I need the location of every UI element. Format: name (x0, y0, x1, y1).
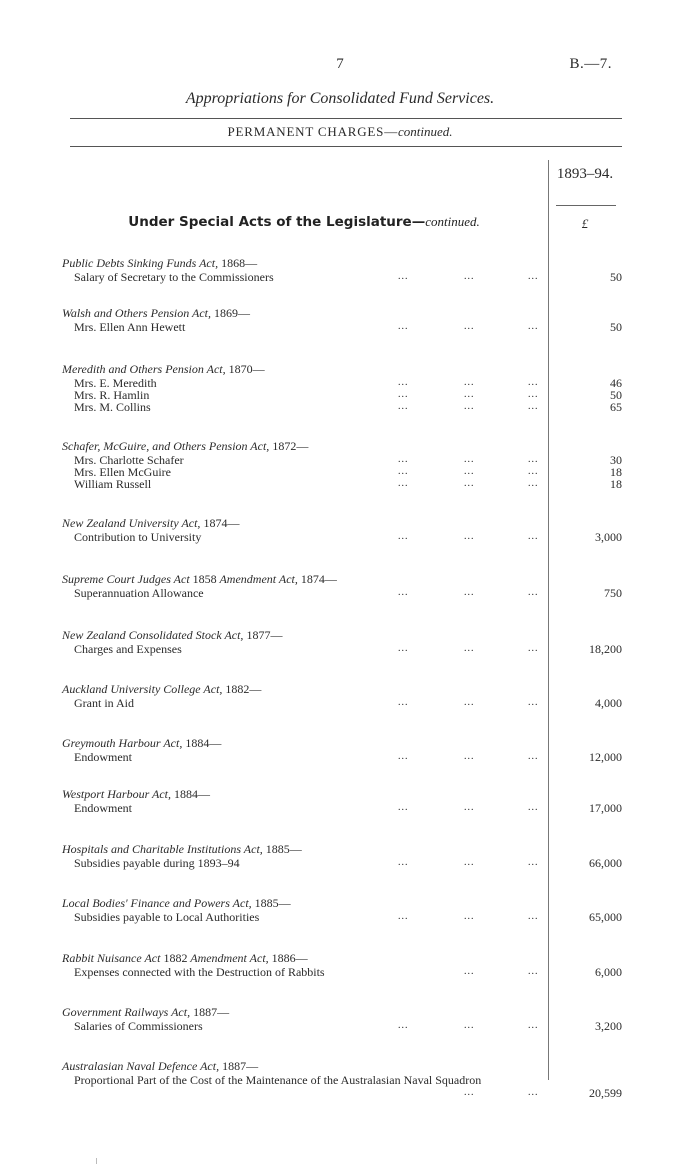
item-label: Salaries of Commissioners (74, 1019, 203, 1033)
leader-dots: ... (398, 697, 409, 708)
leader-dots: ... (464, 587, 475, 598)
act-title: Westport Harbour Act, 1884— (62, 787, 211, 801)
leader-dots: ... (528, 377, 539, 388)
act-title: New Zealand University Act, 1874— (62, 516, 240, 530)
act-entry (62, 440, 622, 490)
act-entry (62, 1060, 622, 1100)
title-rule (70, 118, 622, 119)
item-label: Grant in Aid (74, 696, 134, 710)
act-entry (62, 307, 622, 333)
item-amount: 20,599 (589, 1086, 622, 1100)
act-entry (62, 629, 622, 655)
section-heading-continued: continued. (425, 214, 480, 229)
year-underline (556, 205, 616, 206)
item-label: Subsidies payable to Local Authorities (74, 910, 260, 924)
leader-dots: ... (528, 478, 539, 489)
leader-dots: ... (398, 401, 409, 412)
act-title: Hospitals and Charitable Institutions Act, 1885— (62, 842, 302, 856)
act-title: Schafer, McGuire, and Others Pension Act, 1872— (62, 439, 309, 453)
line-item (62, 478, 622, 490)
line-item (62, 587, 622, 599)
leader-dots: ... (464, 377, 475, 388)
leader-dots: ... (528, 587, 539, 598)
item-amount: 4,000 (595, 696, 622, 710)
line-item (62, 401, 622, 413)
leader-dots: ... (528, 1087, 539, 1098)
item-amount: 750 (604, 586, 622, 600)
act-entry (62, 257, 622, 283)
leader-dots: ... (398, 857, 409, 868)
item-amount: 3,200 (595, 1019, 622, 1033)
item-amount: 50 (610, 388, 622, 402)
leader-dots: ... (398, 271, 409, 282)
leader-dots: ... (528, 643, 539, 654)
leader-dots: ... (398, 466, 409, 477)
leader-dots: ... (464, 751, 475, 762)
item-amount: 30 (610, 453, 622, 467)
line-item (62, 321, 622, 333)
leader-dots: ... (528, 911, 539, 922)
item-amount: 65,000 (589, 910, 622, 924)
line-item (62, 697, 622, 709)
leader-dots: ... (528, 697, 539, 708)
page-number: 7 (336, 56, 344, 72)
item-label: Mrs. Ellen Ann Hewett (74, 320, 186, 334)
act-entry (62, 1006, 622, 1032)
line-item (62, 911, 622, 923)
currency-symbol: £ (581, 216, 589, 231)
leader-dots: ... (464, 697, 475, 708)
leader-dots: ... (528, 966, 539, 977)
subtitle-main: PERMANENT CHARGES— (227, 124, 399, 139)
item-label: Proportional Part of the Cost of the Maintenance of the Australasian Naval Squadron (74, 1073, 482, 1087)
act-title: Meredith and Others Pension Act, 1870— (62, 362, 265, 376)
act-entry (62, 843, 622, 869)
subtitle-rule (70, 146, 622, 147)
item-label: Subsidies payable during 1893–94 (74, 856, 240, 870)
act-title: Auckland University College Act, 1882— (62, 682, 262, 696)
leader-dots: ... (528, 466, 539, 477)
act-entry (62, 363, 622, 413)
leader-dots: ... (398, 643, 409, 654)
page-reference: B.—7. (569, 56, 612, 72)
item-label: Expenses connected with the Destruction of Rabbits (74, 965, 325, 979)
item-amount: 17,000 (589, 801, 622, 815)
leader-dots: ... (464, 321, 475, 332)
act-title: New Zealand Consolidated Stock Act, 1877— (62, 628, 283, 642)
leader-dots: ... (398, 454, 409, 465)
act-title: Australasian Naval Defence Act, 1887— (62, 1059, 259, 1073)
item-label: Mrs. Ellen McGuire (74, 465, 171, 479)
leader-dots: ... (464, 1087, 475, 1098)
item-label: Mrs. Charlotte Schafer (74, 453, 184, 467)
leader-dots: ... (464, 401, 475, 412)
leader-dots: ... (528, 1020, 539, 1031)
line-item (62, 1074, 622, 1100)
act-title: Rabbit Nuisance Act 1882 Amendment Act, 1886— (62, 951, 308, 965)
item-label: Mrs. E. Meredith (74, 376, 157, 390)
leader-dots: ... (398, 531, 409, 542)
leader-dots: ... (398, 389, 409, 400)
act-entry (62, 952, 622, 978)
leader-dots: ... (528, 271, 539, 282)
item-amount: 3,000 (595, 530, 622, 544)
leader-dots: ... (464, 531, 475, 542)
item-amount: 46 (610, 376, 622, 390)
leader-dots: ... (528, 751, 539, 762)
leader-dots: ... (528, 389, 539, 400)
leader-dots: ... (398, 478, 409, 489)
act-entry (62, 517, 622, 543)
leader-dots: ... (528, 321, 539, 332)
leader-dots: ... (464, 454, 475, 465)
act-entry (62, 897, 622, 923)
act-title: Walsh and Others Pension Act, 1869— (62, 306, 250, 320)
act-entry (62, 683, 622, 709)
section-heading (60, 214, 548, 230)
item-label: Contribution to University (74, 530, 202, 544)
leader-dots: ... (464, 466, 475, 477)
line-item (62, 271, 622, 283)
page-mark (96, 1158, 98, 1164)
leader-dots: ... (464, 643, 475, 654)
line-item (62, 643, 622, 655)
leader-dots: ... (464, 389, 475, 400)
leader-dots: ... (398, 321, 409, 332)
item-label: William Russell (74, 477, 152, 491)
leader-dots: ... (398, 751, 409, 762)
item-amount: 65 (610, 400, 622, 414)
leader-dots: ... (528, 857, 539, 868)
item-amount: 18 (610, 465, 622, 479)
item-amount: 18 (610, 477, 622, 491)
item-label: Superannuation Allowance (74, 586, 204, 600)
act-entry (62, 788, 622, 814)
line-item (62, 966, 622, 978)
line-item (62, 531, 622, 543)
line-item (62, 751, 622, 763)
item-label: Mrs. R. Hamlin (74, 388, 150, 402)
leader-dots: ... (464, 802, 475, 813)
item-label: Salary of Secretary to the Commissioners (74, 270, 274, 284)
leader-dots: ... (464, 478, 475, 489)
act-entry (62, 573, 622, 599)
leader-dots: ... (464, 911, 475, 922)
line-item (62, 1020, 622, 1032)
leader-dots: ... (528, 401, 539, 412)
line-item (62, 802, 622, 814)
leader-dots: ... (398, 587, 409, 598)
item-amount: 6,000 (595, 965, 622, 979)
leader-dots: ... (528, 454, 539, 465)
leader-dots: ... (528, 531, 539, 542)
item-amount: 66,000 (589, 856, 622, 870)
leader-dots: ... (464, 857, 475, 868)
leader-dots: ... (464, 1020, 475, 1031)
item-label: Endowment (74, 750, 132, 764)
leader-dots: ... (398, 377, 409, 388)
item-amount: 18,200 (589, 642, 622, 656)
leader-dots: ... (528, 802, 539, 813)
item-label: Charges and Expenses (74, 642, 182, 656)
subtitle-continued: continued. (398, 124, 453, 139)
act-title: Government Railways Act, 1887— (62, 1005, 230, 1019)
leader-dots: ... (464, 966, 475, 977)
leader-dots: ... (398, 911, 409, 922)
act-title: Greymouth Harbour Act, 1884— (62, 736, 222, 750)
year-column-header: 1893–94. (556, 166, 614, 182)
item-label: Endowment (74, 801, 132, 815)
act-title: Public Debts Sinking Funds Act, 1868— (62, 256, 258, 270)
leader-dots: ... (398, 802, 409, 813)
item-label: Mrs. M. Collins (74, 400, 151, 414)
amount-column-rule (548, 160, 549, 1080)
act-entry (62, 737, 622, 763)
section-heading-text: Under Special Acts of the Legislature— (128, 214, 426, 230)
item-amount: 50 (610, 320, 622, 334)
line-item (62, 857, 622, 869)
item-amount: 50 (610, 270, 622, 284)
act-title: Supreme Court Judges Act 1858 Amendment Act, 1874— (62, 572, 337, 586)
act-title: Local Bodies' Finance and Powers Act, 1885— (62, 896, 291, 910)
item-amount: 12,000 (589, 750, 622, 764)
leader-dots: ... (464, 271, 475, 282)
page-subtitle (0, 124, 680, 140)
page-title: Appropriations for Consolidated Fund Services. (185, 90, 495, 107)
leader-dots: ... (398, 1020, 409, 1031)
